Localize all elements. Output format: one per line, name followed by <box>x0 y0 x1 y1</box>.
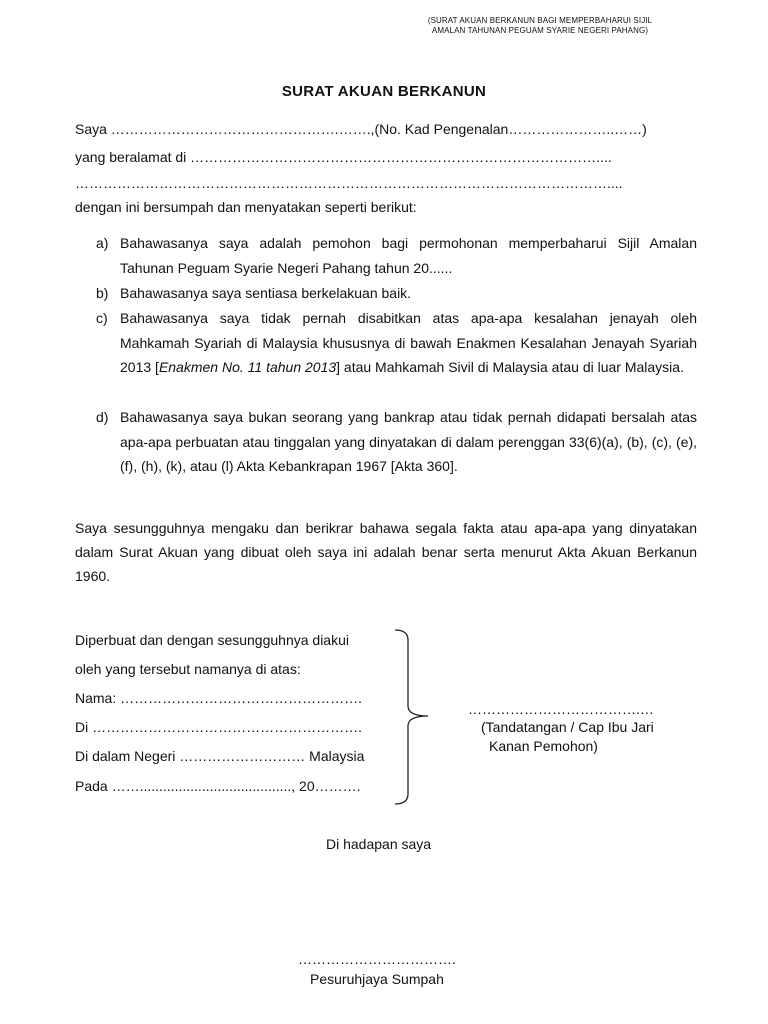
attest-line-1: Diperbuat dan dengan sesungguhnya diakui <box>75 632 349 648</box>
list-item-text: Bahawasanya saya sentiasa berkelakuan baik. <box>120 285 412 301</box>
list-item-text: Bahawasanya saya adalah pemohon bagi permohonan memperbaharui Sijil Amalan Tahunan Peguam Syarie Negeri Pahang tahun 20...... <box>120 235 697 276</box>
intro-name-line: Saya ………………………………………….…….,(No. Kad Pengenalan…………………..……) <box>75 121 647 137</box>
list-item-text: Bahawasanya saya bukan seorang yang bankrap atau tidak pernah didapati bersalah atas apa-apa perbuatan atau tinggalan yang dinyatakan di dalam perenggan 33(6)(a), (b), (c), (e), (f), (h), (k), atau (l) Akta Kebankrapan 1967 [Akta 360]. <box>120 409 697 474</box>
list-item-label: c) <box>96 310 108 326</box>
intro-oath-line: dengan ini bersumpah dan menyatakan seperti berikut: <box>75 199 417 215</box>
item-c-text-part-2: ] atau Mahkamah Sivil di Malaysia atau di luar Malaysia. <box>336 359 684 375</box>
attest-date-field: Pada ……......................................., 20………. <box>75 778 361 794</box>
item-c-text-part-1: Bahawasanya saya tidak pernah disabitkan atas apa-apa kesalahan jenayah oleh Mahkamah Syariah di Malaysia khususnya di bawah Enakmen Kesalahan Jenayah Syariah 2013 [ <box>120 310 697 375</box>
intro-address-continuation: …………………………………………………………………………………………………….... <box>75 175 623 191</box>
signature-caption-1: (Tandatangan / Cap Ibu Jari <box>481 719 654 735</box>
list-item-text <box>120 306 697 380</box>
witness-before-label: Di hadapan saya <box>326 836 432 852</box>
item-c-enactment-reference: Enakmen No. 11 tahun 2013 <box>158 359 337 375</box>
attest-place-field: Di …………………………………………………. <box>75 719 362 735</box>
signature-caption-2: Kanan Pemohon) <box>489 738 598 754</box>
form-reference-line-2: AMALAN TAHUNAN PEGUAM SYARIE NEGERI PAHANG) <box>431 26 649 35</box>
list-item-label: a) <box>96 235 109 251</box>
attest-line-2: oleh yang tersebut namanya di atas: <box>75 661 301 677</box>
commissioner-title: Pesuruhjaya Sumpah <box>310 971 444 987</box>
list-item-label: d) <box>96 409 109 425</box>
declaration-paragraph: Saya sesungguhnya mengaku dan berikrar bahawa segala fakta atau apa-apa yang dinyatakan dalam Surat Akuan yang dibuat oleh saya ini adalah benar serta menurut Akta Akuan Berkanun 1960. <box>75 520 697 584</box>
form-reference-line-1: (SURAT AKUAN BERKANUN BAGI MEMPERBAHARUI SIJIL <box>427 16 653 25</box>
signature-line: ……………………………….… <box>468 701 654 717</box>
right-brace <box>395 628 435 808</box>
form-reference-note <box>390 16 690 36</box>
list-item-label: b) <box>96 285 109 301</box>
attest-state-field: Di dalam Negeri ……………………… Malaysia <box>75 748 365 764</box>
attest-name-field: Nama: ……………………………………………. <box>75 690 363 706</box>
document-title: SURAT AKUAN BERKANUN <box>281 83 487 100</box>
intro-address-line: yang beralamat di …………………………………………………………………………….... <box>75 149 612 165</box>
witness-signature-line: ……………………………. <box>298 951 456 967</box>
